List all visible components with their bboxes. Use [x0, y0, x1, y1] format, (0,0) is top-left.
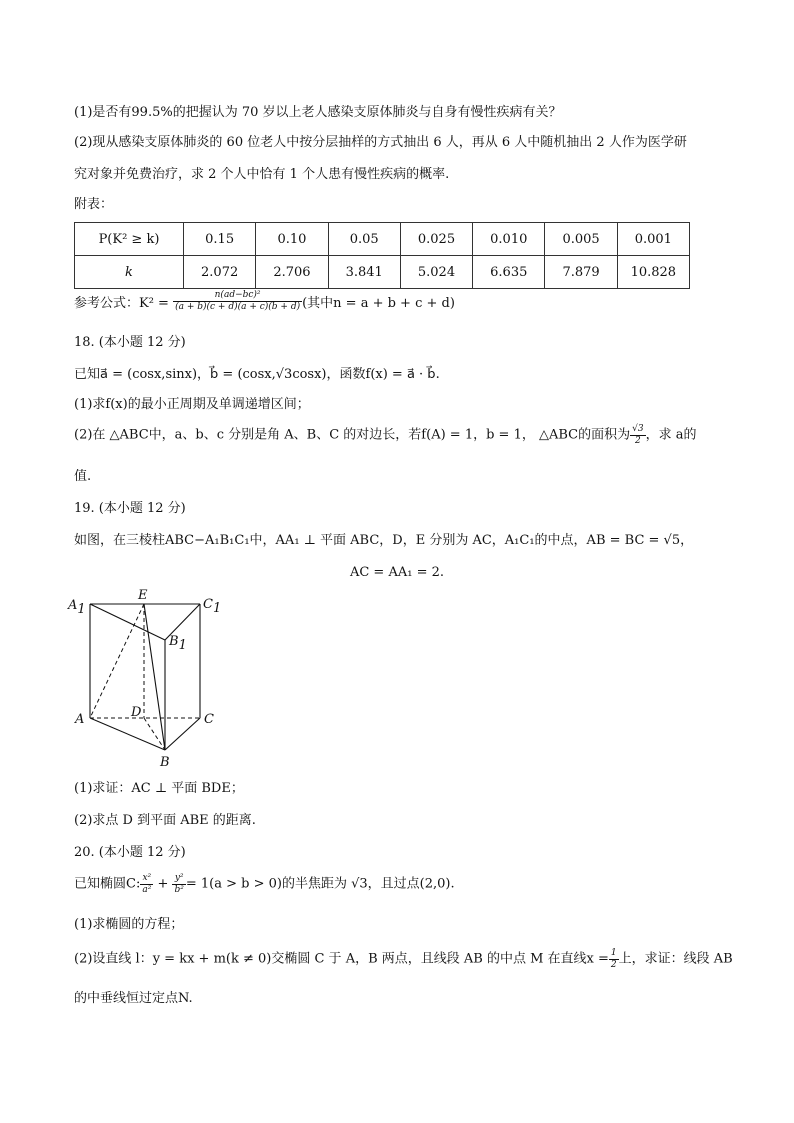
formula-numerator: n(ad−bc)² [214, 290, 261, 300]
q18-heading: 18. (本小题 12 分) [74, 335, 186, 350]
label-c: C [204, 712, 214, 727]
q17-part1: (1)是否有99.5%的把握认为 70 岁以上老人感染支原体肺炎与自身有慢性疾病有关？ [74, 105, 562, 120]
label-a: A [75, 712, 85, 727]
p-value-cell: 0.15 [184, 223, 256, 256]
q20-stem-start: 已知椭圆C: [74, 876, 141, 892]
edge-a1b1 [90, 604, 165, 640]
prism-figure [64, 586, 234, 770]
p-value-cell: 0.025 [400, 223, 472, 256]
q19-part2: (2)求点 D 到平面 ABE 的距离. [74, 813, 256, 828]
area-denominator: 2 [630, 435, 645, 447]
p-value-cell: 0.001 [617, 223, 689, 256]
k-value-cell: 10.828 [617, 256, 689, 289]
q18-part2-end: 值. [74, 469, 92, 484]
edge-eb [144, 604, 165, 750]
ellipse-x-num: x² [142, 873, 152, 883]
edge-ea [90, 604, 144, 718]
q19-stem2: AC = AA₁ = 2. [349, 565, 445, 580]
edge-ab [90, 718, 165, 750]
q20-stem: 已知椭圆C: $\frac{\text{x²}}{\text{a²}}$ + $\frac{\text{y²}}{\text{b²}}$ = 1(a > b > 0)的半焦距为 √3，且过点(2,0). [74, 873, 455, 895]
half-num: 1 [610, 948, 617, 958]
q18-part2-text: (2)在 △ABC中，a、b、c 分别是角 A、B、C 的对边长，若f(A) = 1，b = 1， △ABC的面积为 [74, 427, 631, 443]
q17-part2-line2: 究对象并免费治疗，求 2 个人中恰有 1 个人患有慢性疾病的概率. [74, 167, 450, 182]
q18-part2 [74, 424, 696, 454]
table-row [75, 223, 690, 256]
half-den: 2 [610, 960, 617, 970]
q18-stem: 已知a⃗ = (cosx,sinx)，b⃗ = (cosx,√3cosx)，函数f(x) = a⃗ · b⃗. [74, 367, 440, 382]
label-e: E [138, 588, 148, 603]
label-c1: C1 [203, 597, 222, 616]
p-value-cell: 0.05 [328, 223, 400, 256]
q19-stem1: 如图，在三棱柱ABC−A₁B₁C₁中，AA₁ ⊥ 平面 ABC，D，E 分别为 AC，A₁C₁的中点，AB = BC = √5， [74, 533, 694, 548]
area-fraction [630, 424, 645, 447]
p-value-cell: 0.010 [473, 223, 545, 256]
label-a1: A1 [68, 598, 86, 617]
k-value-cell: 7.879 [545, 256, 617, 289]
label-d: D [131, 705, 142, 720]
p-value-cell: 0.005 [545, 223, 617, 256]
q20-part1: (1)求椭圆的方程； [74, 917, 184, 932]
table-header-cell: P(K² ≥ k) [75, 223, 184, 256]
reference-formula [74, 290, 455, 320]
q20-heading: 20. (本小题 12 分) [74, 845, 186, 860]
table-row-label: k [75, 256, 184, 289]
edge-bc [165, 718, 200, 750]
q20-part2-text: (2)设直线 l：y = kx + m(k ≠ 0)交椭圆 C 于 A，B 两点，且线段 AB 的中点 M 在直线x = [74, 951, 609, 967]
q18-part2-tail: ，求 a的 [645, 427, 697, 443]
label-b1: B1 [169, 634, 187, 653]
table-row [75, 256, 690, 289]
k-value-cell: 6.635 [473, 256, 545, 289]
formula-suffix: (其中n = a + b + c + d) [302, 296, 455, 311]
k-value-cell: 2.706 [256, 256, 328, 289]
formula-prefix: 参考公式：K² = [74, 296, 169, 311]
q19-heading: 19. (本小题 12 分) [74, 501, 186, 516]
q19-part1: (1)求证：AC ⊥ 平面 BDE； [74, 781, 244, 796]
ellipse-y-den: b² [174, 885, 184, 895]
ellipse-y-fraction [172, 873, 185, 896]
k-value-cell: 2.072 [184, 256, 256, 289]
q20-part2-tail: 上，求证：线段 AB [618, 951, 733, 967]
ellipse-x-den: a² [142, 885, 152, 895]
q20-part2-end: 的中垂线恒过定点N. [74, 991, 193, 1006]
label-b: B [160, 755, 170, 770]
k-value-cell: 5.024 [400, 256, 472, 289]
half-fraction [609, 948, 619, 971]
formula-denominator: (a + b)(c + d)(a + c)(b + d) [175, 302, 301, 312]
critical-value-table [74, 222, 690, 289]
k-value-cell: 3.841 [328, 256, 400, 289]
q20-part2 [74, 948, 733, 978]
q17-part2-line1: (2)现从感染支原体肺炎的 60 位老人中按分层抽样的方式抽出 6 人，再从 6 人中随机抽出 2 人作为医学研 [74, 135, 687, 150]
formula-fraction [173, 290, 302, 313]
ellipse-y-num: y² [174, 873, 184, 883]
ellipse-x-fraction [140, 873, 153, 896]
appendix-label: 附表： [74, 197, 114, 212]
q18-part1: (1)求f(x)的最小正周期及单调递增区间； [74, 397, 310, 412]
p-value-cell: 0.10 [256, 223, 328, 256]
area-numerator: √3 [632, 424, 644, 434]
q20-stem-end: = 1(a > b > 0)的半焦距为 √3，且过点(2,0). [185, 876, 455, 892]
